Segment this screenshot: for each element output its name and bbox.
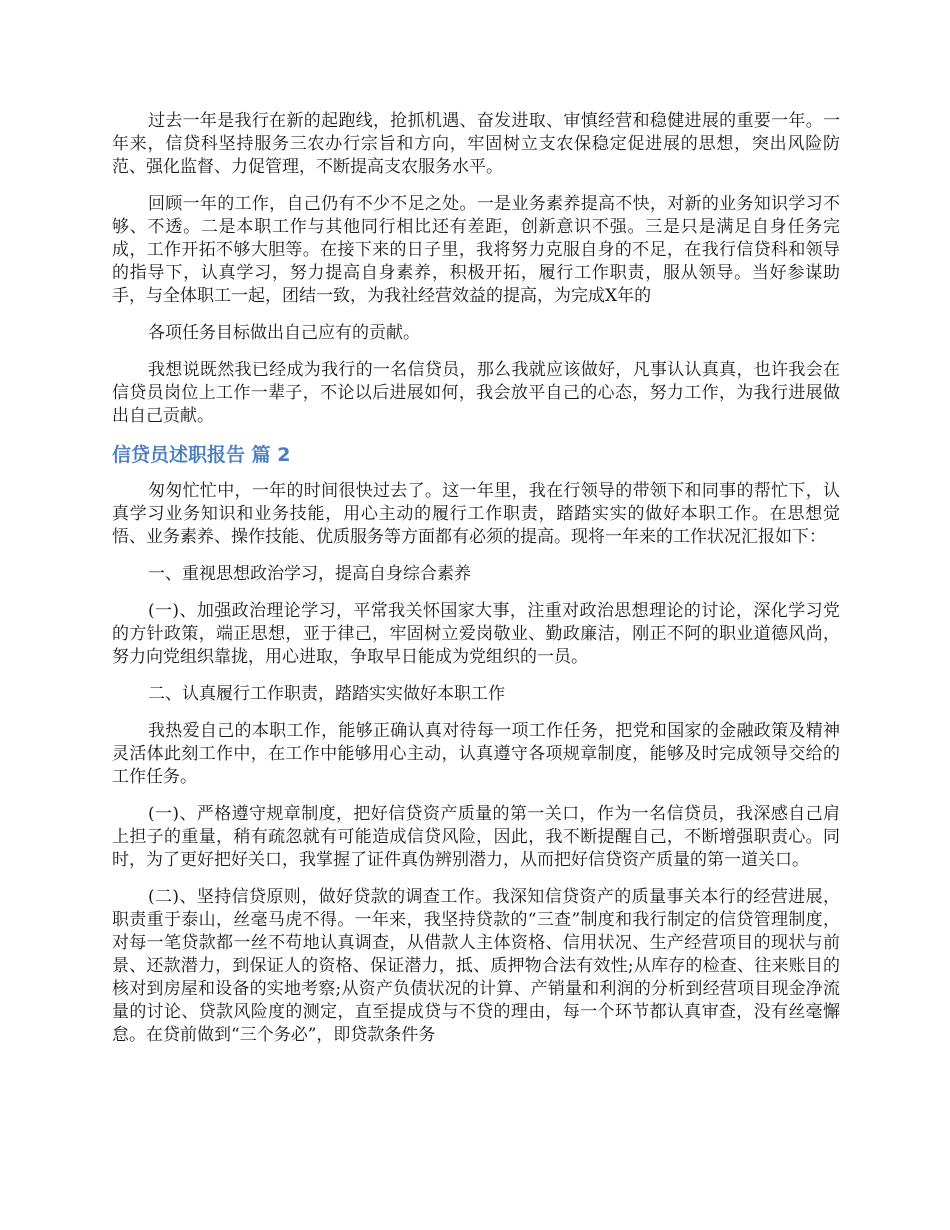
paragraph: 过去一年是我行在新的起跑线，抢抓机遇、奋发进取、审慎经营和稳健进展的重要一年。一年来，信贷科坚持服务三农办行宗旨和方向，牢固树立支农保稳定促进展的思想，突出风险防范、强化监督、力促管理，不断提高支农服务水平。	[112, 111, 840, 177]
paragraph: (一)、严格遵守规章制度，把好信贷资产质量的第一关口，作为一名信贷员，我深感自己肩上担子的重量，稍有疏忽就有可能造成信贷风险，因此，我不断提醒自己，不断增强职责心。同时，为了更好把好关口，我掌握了证件真伪辨别潜力，从而把好信贷资产质量的第一道关口。	[112, 804, 840, 870]
document-page	[112, 110, 840, 1061]
paragraph: 各项任务目标做出自己应有的贡献。	[148, 323, 420, 343]
subheading-paragraph: 二、认真履行工作职责，踏踏实实做好本职工作	[148, 684, 505, 704]
paragraph: 回顾一年的工作，自己仍有不少不足之处。一是业务素养提高不快，对新的业务知识学习不够、不透。二是本职工作与其他同行相比还有差距，创新意识不强。三是只是满足自身任务完成，工作开拓不够大胆等。在接下来的日子里，我将努力克服自身的不足，在我行信贷科和领导的指导下，认真学习，努力提高自身素养，积极开拓，履行工作职责，服从领导。当好参谋助手，与全体职工一起，团结一致，为我社经营效益的提高，为完成X年的	[112, 194, 840, 306]
subheading-paragraph: 一、重视思想政治学习，提高自身综合素养	[148, 564, 471, 584]
paragraph: 匆匆忙忙中，一年的时间很快过去了。这一年里，我在行领导的带领下和同事的帮忙下，认真学习业务知识和业务技能，用心主动的履行工作职责，踏踏实实的做好本职工作。在思想觉悟、业务素养、操作技能、优质服务等方面都有必须的提高。现将一年来的工作状况汇报如下：	[112, 481, 840, 547]
paragraph: 我想说既然我已经成为我行的一名信贷员，那么我就应该做好，凡事认认真真，也许我会在信贷员岗位上工作一辈子，不论以后进展如何，我会放平自己的心态，努力工作，为我行进展做出自己贡献。	[112, 360, 840, 426]
section-heading: 信贷员述职报告 篇 2	[112, 444, 291, 466]
paragraph: (一)、加强政治理论学习，平常我关怀国家大事，注重对政治思想理论的讨论，深化学习党的方针政策，端正思想，亚于律己，牢固树立爱岗敬业、勤政廉洁，刚正不阿的职业道德风尚，努力向党组织靠拢，用心进取，争取早日能成为党组织的一员。	[112, 601, 840, 667]
paragraph: (二)、坚持信贷原则，做好贷款的调查工作。我深知信贷资产的质量事关本行的经营进展，职责重于泰山，丝毫马虎不得。一年来，我坚持贷款的“三查”制度和我行制定的信贷管理制度，对每一笔贷款都一丝不苟地认真调查，从借款人主体资格、信用状况、生产经营项目的现状与前景、还款潜力，到保证人的资格、保证潜力，抵、质押物合法有效性;从库存的检查、往来账目的核对到房屋和设备的实地考察;从资产负债状况的计算、产销量和利润的分析到经营项目现金净流量的讨论、贷款风险度的测定，直至提成贷与不贷的理由，每一个环节都认真审查，没有丝毫懈怠。在贷前做到“三个务必”，即贷款条件务	[112, 887, 840, 1045]
paragraph: 我热爱自己的本职工作，能够正确认真对待每一项工作任务，把党和国家的金融政策及精神灵活体此刻工作中，在工作中能够用心主动，认真遵守各项规章制度，能够及时完成领导交给的工作任务。	[112, 721, 840, 787]
